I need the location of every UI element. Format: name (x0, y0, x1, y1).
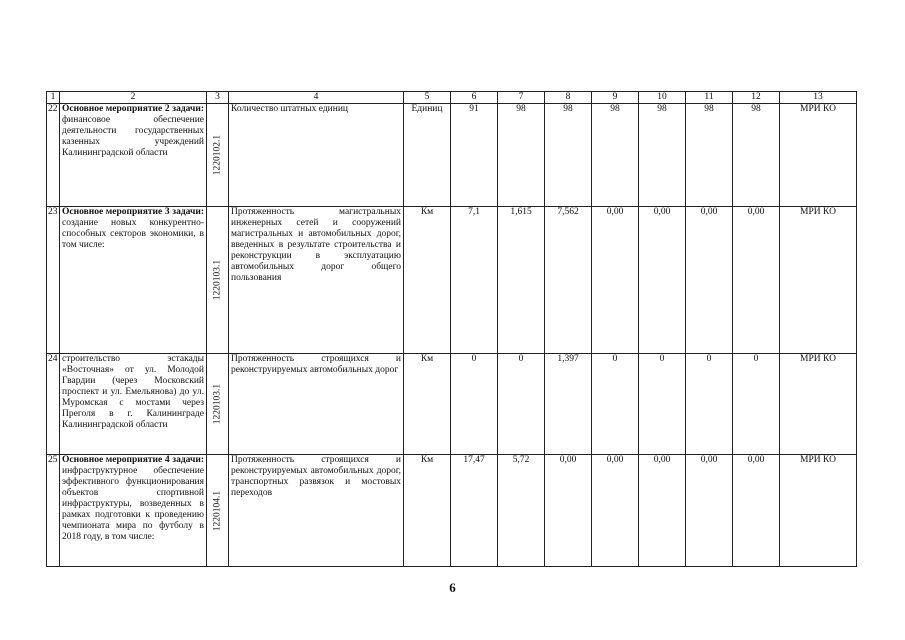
header-cell: 11 (686, 92, 733, 104)
header-cell: 12 (733, 92, 780, 104)
row-number: 22 (47, 104, 60, 207)
budget-code: 1220104.1 (212, 490, 222, 531)
value-cell: 0,00 (686, 455, 733, 567)
activity-description (60, 354, 207, 455)
value-cell: 7,562 (545, 207, 592, 354)
value-cell: 0,00 (592, 207, 639, 354)
row-number: 24 (47, 354, 60, 455)
value-cell: 1,615 (498, 207, 545, 354)
unit-cell: Км (404, 207, 451, 354)
value-cell: 0,00 (592, 455, 639, 567)
value-cell: 0,00 (639, 455, 686, 567)
value-cell: 0,00 (545, 455, 592, 567)
value-cell: 98 (639, 104, 686, 207)
executor-cell: МРИ КО (780, 104, 857, 207)
budget-code: 1220103.1 (212, 383, 222, 425)
indicator-name: Протяженность магистральных инженерных сетей и сооружений магистральных и автомобильных дорог, введенных в результате строительства и реконструкции в эксплуатацию автомобильных дорог общего пользования (229, 207, 404, 354)
row-number: 25 (47, 455, 60, 567)
indicators-table (46, 91, 857, 567)
activity-description (60, 207, 207, 354)
header-cell: 7 (498, 92, 545, 104)
budget-code-cell (207, 354, 229, 455)
unit-cell: Единиц (404, 104, 451, 207)
indicator-name: Количество штатных единиц (229, 104, 404, 207)
value-cell: 0,00 (733, 207, 780, 354)
budget-code-cell (207, 455, 229, 567)
value-cell: 0 (686, 354, 733, 455)
header-cell: 10 (639, 92, 686, 104)
value-cell: 0,00 (639, 207, 686, 354)
executor-cell: МРИ КО (780, 207, 857, 354)
activity-text: строительство эстакады «Восточная» от ул. Молодой Гвардии (через Московский проспект и ул. Емельянова) до ул. Муромская с мостами через Преголя в г. Калининграде Калининградской области (62, 354, 204, 430)
activity-text: финансовое обеспечение деятельности государственных казенных учреждений Калининградской области (62, 115, 204, 158)
value-cell: 1,397 (545, 354, 592, 455)
indicator-name: Протяженность строящихся и реконструируемых автомобильных дорог, транспортных развязок и мостовых переходов (229, 455, 404, 567)
table-row (47, 104, 857, 207)
activity-title: Основное мероприятие 2 задачи: (62, 104, 204, 114)
executor-cell: МРИ КО (780, 354, 857, 455)
value-cell: 0 (733, 354, 780, 455)
header-cell: 6 (451, 92, 498, 104)
value-cell: 98 (686, 104, 733, 207)
header-cell: 5 (404, 92, 451, 104)
value-cell: 0 (639, 354, 686, 455)
budget-code: 1220102.1 (212, 134, 222, 176)
value-cell: 98 (733, 104, 780, 207)
activity-description (60, 104, 207, 207)
value-cell: 0,00 (686, 207, 733, 354)
table-row (47, 207, 857, 354)
value-cell: 7,1 (451, 207, 498, 354)
executor-cell: МРИ КО (780, 455, 857, 567)
row-number: 23 (47, 207, 60, 354)
header-cell: 2 (60, 92, 207, 104)
page-number: 6 (449, 580, 456, 595)
table-row (47, 455, 857, 567)
table-row (47, 354, 857, 455)
header-cell: 4 (229, 92, 404, 104)
header-cell: 3 (207, 92, 229, 104)
value-cell: 91 (451, 104, 498, 207)
budget-code: 1220103.1 (212, 259, 222, 301)
activity-text: инфраструктурное обеспечение эффективного функционирования объектов спортивной инфраструктуры, возведенных в рамках подготовки к проведению чемпионата мира по футболу в 2018 году, в том числе: (62, 466, 204, 542)
value-cell: 98 (498, 104, 545, 207)
value-cell: 0 (592, 354, 639, 455)
budget-code-cell (207, 207, 229, 354)
value-cell: 0 (451, 354, 498, 455)
unit-cell: Км (404, 455, 451, 567)
header-row (47, 92, 857, 104)
activity-title: Основное мероприятие 3 задачи: (62, 207, 204, 217)
unit-cell: Км (404, 354, 451, 455)
value-cell: 98 (545, 104, 592, 207)
header-cell: 1 (47, 92, 60, 104)
indicator-name: Протяженность строящихся и реконструируемых автомобильных дорог (229, 354, 404, 455)
budget-code-cell (207, 104, 229, 207)
activity-description (60, 455, 207, 567)
header-cell: 13 (780, 92, 857, 104)
header-cell: 8 (545, 92, 592, 104)
value-cell: 0 (498, 354, 545, 455)
value-cell: 0,00 (733, 455, 780, 567)
value-cell: 17,47 (451, 455, 498, 567)
activity-text: создание новых конкурентно-способных секторов экономики, в том числе: (62, 218, 204, 250)
value-cell: 98 (592, 104, 639, 207)
activity-title: Основное мероприятие 4 задачи: (62, 455, 204, 465)
header-cell: 9 (592, 92, 639, 104)
value-cell: 5,72 (498, 455, 545, 567)
